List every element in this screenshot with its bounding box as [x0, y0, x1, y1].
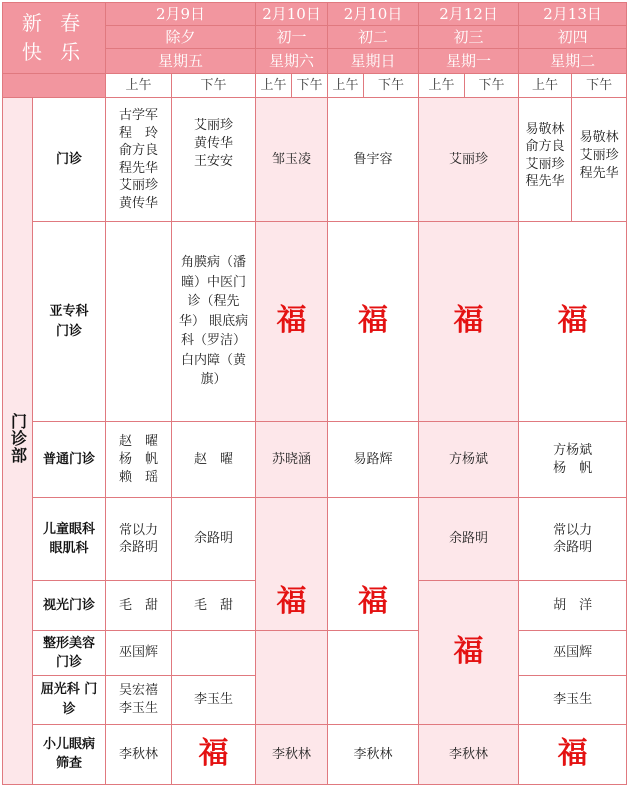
cell-ped-d1-am: 常以力 余路明	[106, 498, 172, 580]
cell-ped-vision-d3	[328, 498, 419, 631]
cell-sub-d5	[519, 222, 627, 422]
cell-vision-d1-pm: 毛 甜	[172, 580, 256, 630]
cell-general-d1-am: 赵 曜 杨 帆 赖 瑶	[106, 422, 172, 498]
cell-refr-d1-am: 吴宏禧 李玉生	[106, 676, 172, 724]
cell-plastic-d1-am: 巫国辉	[106, 631, 172, 676]
weekday-day4: 星期一	[419, 49, 519, 74]
cell-sub-d3	[328, 222, 419, 422]
cell-ped-d1-pm: 余路明	[172, 498, 256, 580]
greeting: 新 春 快 乐	[3, 3, 106, 74]
fu-holiday-icon: 福	[557, 736, 588, 772]
cell-ped-d4: 余路明	[419, 498, 519, 580]
dept-general: 普通门诊	[33, 422, 106, 498]
am-label: 上午	[328, 74, 364, 98]
cell-general-d3: 易路辉	[328, 422, 419, 498]
cell-clinic-d4: 艾丽珍	[419, 98, 519, 222]
cell-clinic-d5-pm: 易敬林 艾丽珍 程先华	[572, 98, 627, 222]
cell-vision-d1-am: 毛 甜	[106, 580, 172, 630]
pm-label: 下午	[572, 74, 627, 98]
am-label: 上午	[106, 74, 172, 98]
weekday-day5: 星期二	[519, 49, 627, 74]
pm-label: 下午	[465, 74, 519, 98]
section-label: 门诊部	[3, 98, 33, 785]
cell-sub-d2	[256, 222, 328, 422]
holiday-schedule-table	[2, 2, 627, 785]
cell-plastic-d5: 巫国辉	[519, 631, 627, 676]
cell-vision-refr-d4	[419, 580, 519, 724]
fu-holiday-icon: 福	[276, 303, 307, 339]
cell-general-d4: 方杨斌	[419, 422, 519, 498]
cell-screen-d2: 李秋林	[256, 724, 328, 784]
cell-ped-d5: 常以力 余路明	[519, 498, 627, 580]
cell-sub-d1-pm: 角膜病（潘曈）中医门诊（程先华） 眼底病科（罗洁） 白内障（黄旗）	[172, 222, 256, 422]
pm-label: 下午	[292, 74, 328, 98]
cell-clinic-d2: 邹玉凌	[256, 98, 328, 222]
pm-label: 下午	[172, 74, 256, 98]
dept-clinic: 门诊	[33, 98, 106, 222]
am-label: 上午	[419, 74, 465, 98]
cell-ped-vision-d2	[256, 498, 328, 631]
am-label: 上午	[256, 74, 292, 98]
lunar-day2: 初一	[256, 26, 328, 49]
cell-clinic-d3: 鲁宇容	[328, 98, 419, 222]
cell-vision-d5: 胡 洋	[519, 580, 627, 630]
fu-holiday-icon: 福	[557, 303, 588, 339]
cell-general-d2: 苏晓涵	[256, 422, 328, 498]
cell-clinic-d1-am: 古学军 程 玲 俞方良 程先华 艾丽珍 黄传华	[106, 98, 172, 222]
cell-screen-d3: 李秋林	[328, 724, 419, 784]
weekday-day2: 星期六	[256, 49, 328, 74]
fu-holiday-icon: 福	[358, 583, 389, 619]
cell-refr-d1-pm: 李玉生	[172, 676, 256, 724]
header-blank	[3, 74, 106, 98]
cell-plastic-d1-pm	[172, 631, 256, 676]
cell-clinic-d5-am: 易敬林 俞方良 艾丽珍 程先华	[519, 98, 572, 222]
dept-subspecialty: 亚专科门诊	[33, 222, 106, 422]
dept-screening: 小儿眼病筛查	[33, 724, 106, 784]
cell-screen-d1-am: 李秋林	[106, 724, 172, 784]
cell-plastic-refr-d2	[256, 631, 328, 724]
fu-holiday-icon: 福	[453, 303, 484, 339]
dept-refractive: 屈光科 门诊	[33, 676, 106, 724]
weekday-day3: 星期日	[328, 49, 419, 74]
cell-sub-d4	[419, 222, 519, 422]
cell-screen-d1-pm	[172, 724, 256, 784]
cell-sub-d1-am	[106, 222, 172, 422]
fu-holiday-icon: 福	[198, 736, 229, 772]
dept-vision: 视光门诊	[33, 580, 106, 630]
cell-clinic-d1-pm: 艾丽珍 黄传华 王安安	[172, 98, 256, 222]
lunar-day1: 除夕	[106, 26, 256, 49]
cell-plastic-refr-d3	[328, 631, 419, 724]
date-day5: 2月13日	[519, 3, 627, 26]
date-day4: 2月12日	[419, 3, 519, 26]
lunar-day3: 初二	[328, 26, 419, 49]
dept-pediatric: 儿童眼科眼肌科	[33, 498, 106, 580]
date-day1: 2月9日	[106, 3, 256, 26]
date-day2: 2月10日	[256, 3, 328, 26]
fu-holiday-icon: 福	[453, 633, 484, 669]
fu-holiday-icon: 福	[358, 303, 389, 339]
fu-holiday-icon: 福	[276, 583, 307, 619]
cell-refr-d5: 李玉生	[519, 676, 627, 724]
cell-general-d1-pm: 赵 曜	[172, 422, 256, 498]
cell-screen-d4: 李秋林	[419, 724, 519, 784]
am-label: 上午	[519, 74, 572, 98]
cell-screen-d5	[519, 724, 627, 784]
weekday-day1: 星期五	[106, 49, 256, 74]
lunar-day5: 初四	[519, 26, 627, 49]
date-day3: 2月10日	[328, 3, 419, 26]
pm-label: 下午	[364, 74, 419, 98]
dept-plastic: 整形美容门诊	[33, 631, 106, 676]
cell-general-d5: 方杨斌 杨 帆	[519, 422, 627, 498]
lunar-day4: 初三	[419, 26, 519, 49]
